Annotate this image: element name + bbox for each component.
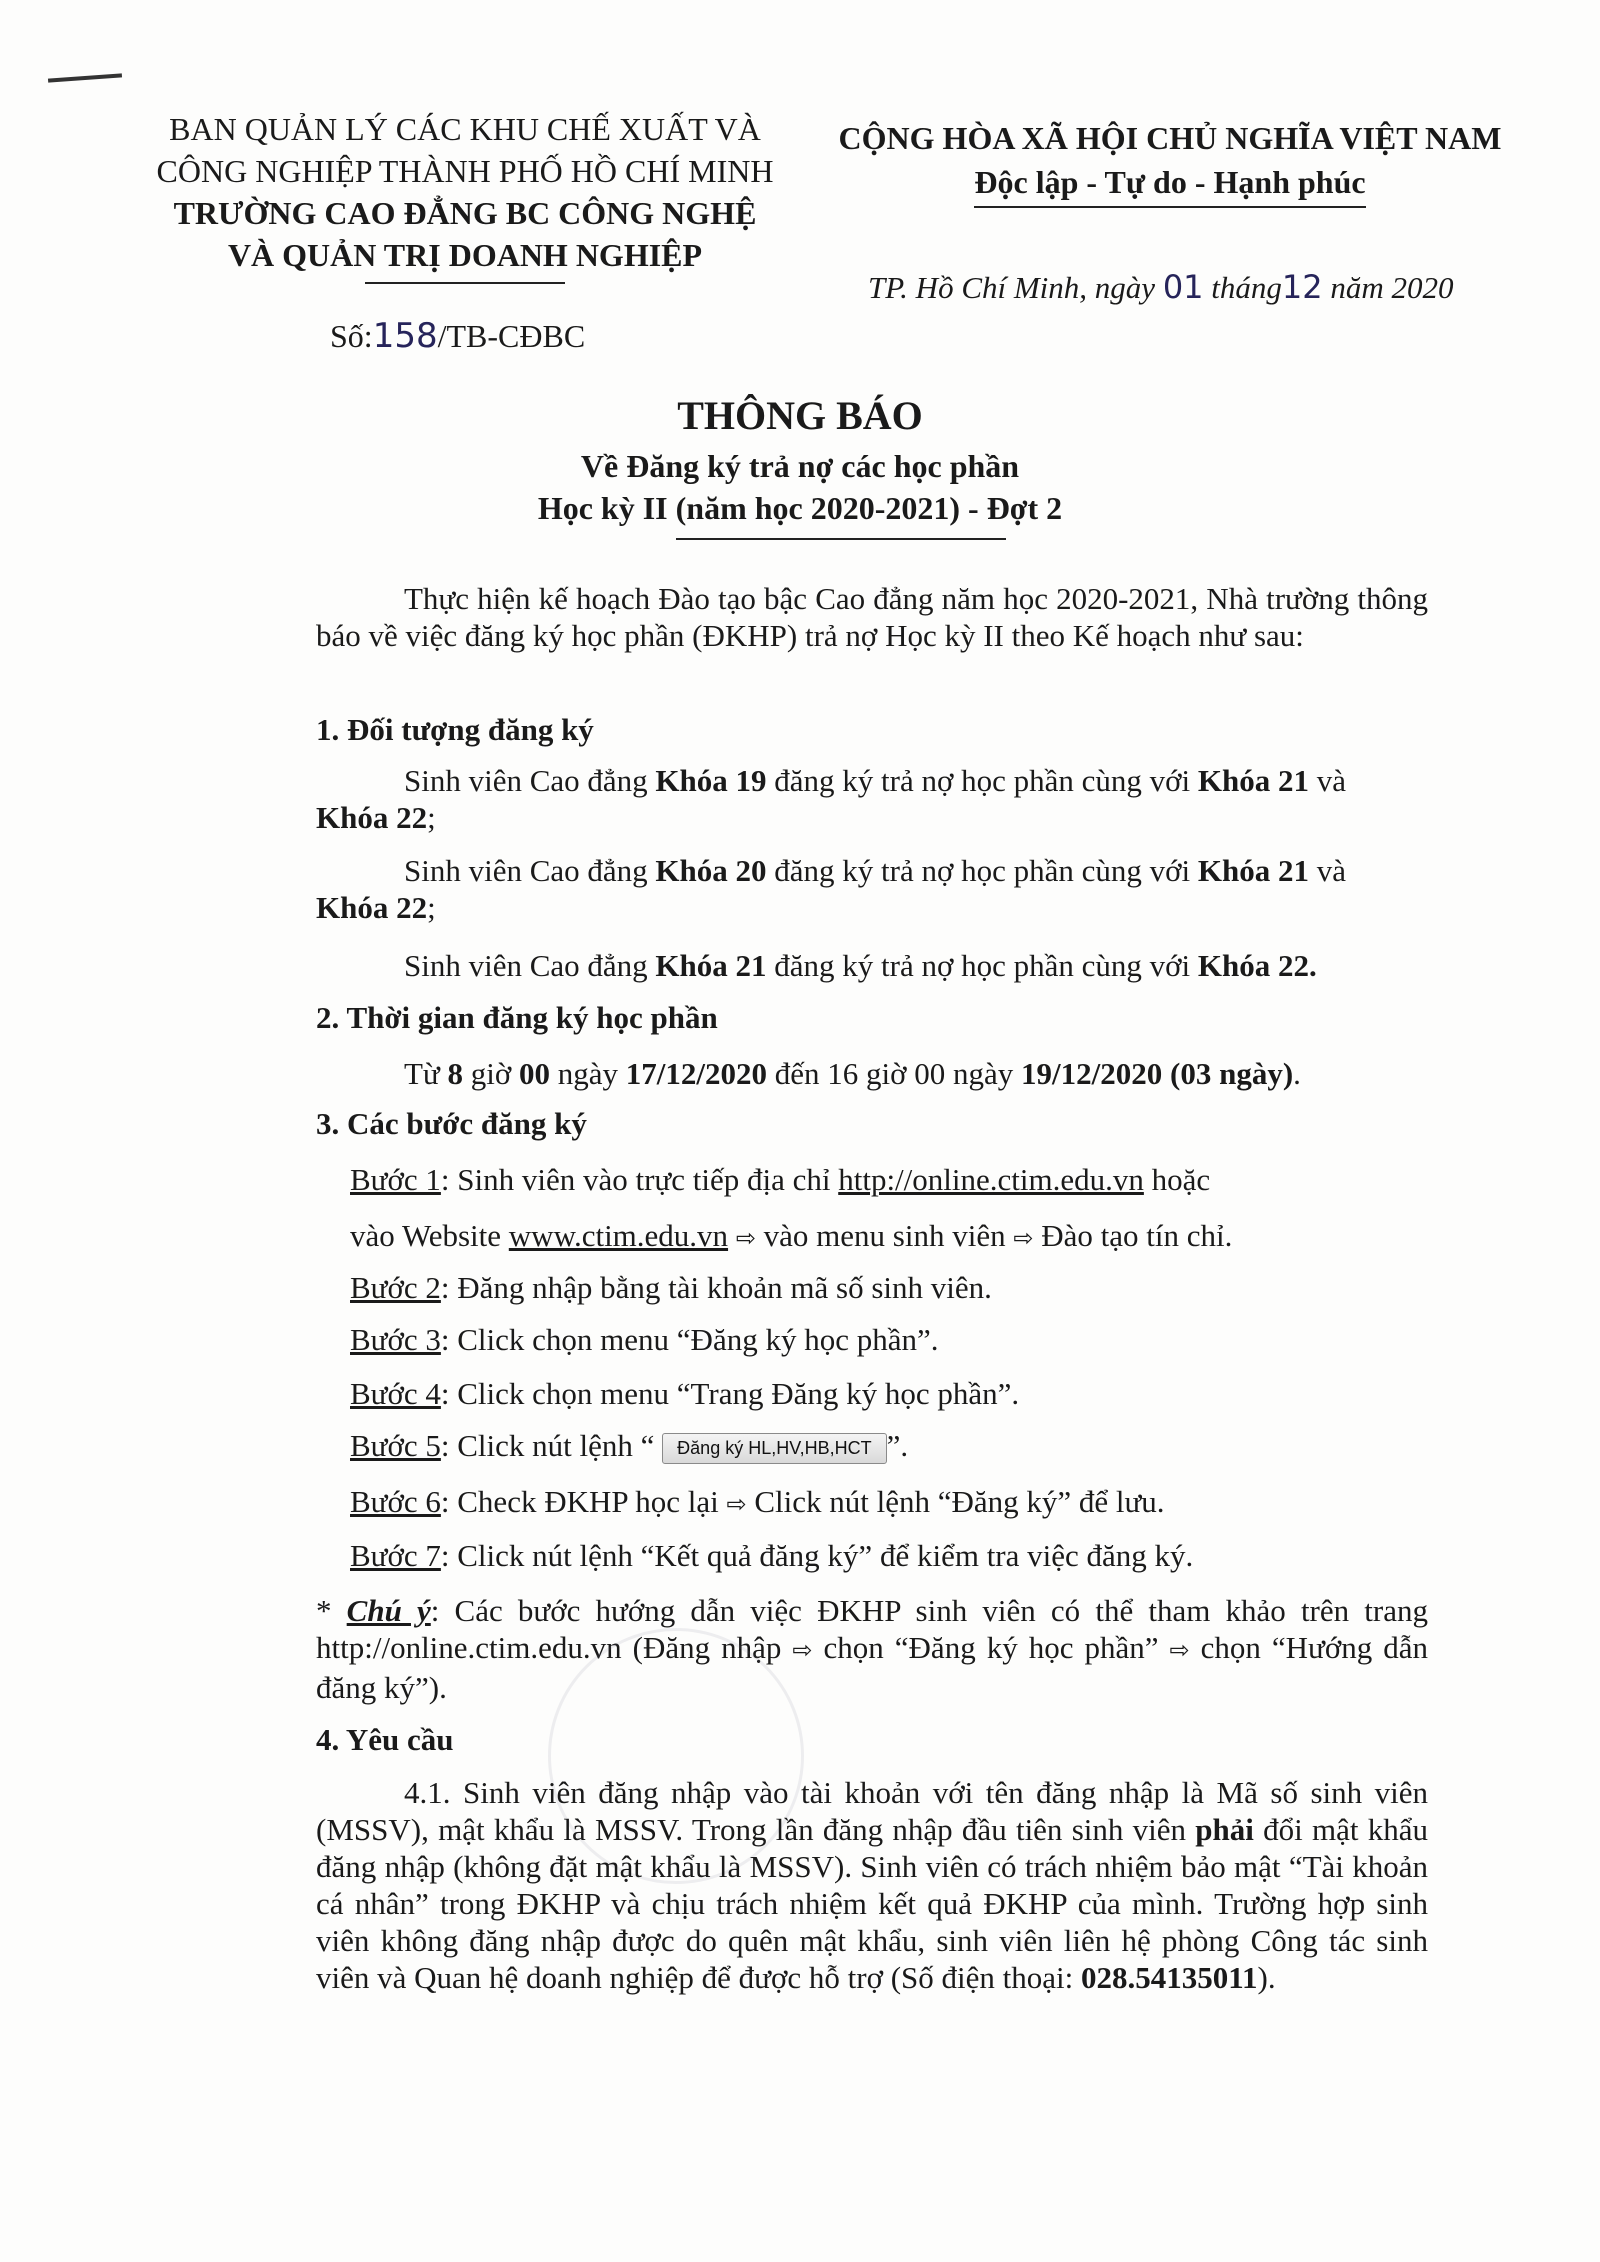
step-5: Bước 5: Click nút lệnh “ Đăng ký HL,HV,HB,HCT ”. <box>350 1428 909 1463</box>
issuing-agency-header <box>140 108 790 284</box>
pen-mark <box>48 73 122 82</box>
section-2-heading: 2. Thời gian đăng ký học phần <box>316 1000 718 1035</box>
note-label: Chú ý <box>346 1593 431 1628</box>
requirement-4-1: 4.1. Sinh viên đăng nhập vào tài khoản với tên đăng nhập là Mã số sinh viên (MSSV), mật khẩu là MSSV. Trong lần đăng nhập đầu tiên sinh viên phải đổi mật khẩu đăng nhập (không đặt mật khẩu là MSSV). Sinh viên có trách nhiệm bảo mật “Tài khoản cá nhân” trong ĐKHP và chịu trách nhiệm kết quả ĐKHP của mình. Trường hợp sinh viên không đăng nhập được do quên mật khẩu, sinh viên liên hệ phòng Công tác sinh viên và Quan hệ doanh nghiệp để được hỗ trợ (Số điện thoại: 028.54135011). <box>316 1775 1428 1995</box>
dateline-month: 12 <box>1281 268 1323 306</box>
target-item-1: Sinh viên Cao đẳng Khóa 19 đăng ký trả nợ học phần cùng với Khóa 21 và Khóa 22; <box>316 763 1347 835</box>
arrow-right-icon: ⇨ <box>1013 1224 1034 1252</box>
registration-period: Từ 8 giờ 00 ngày 17/12/2020 đến 16 giờ 00 ngày 19/12/2020 (03 ngày). <box>404 1056 1301 1091</box>
step-1-line-2: vào Website www.ctim.edu.vn ⇨ vào menu sinh viên ⇨ Đào tạo tín chỉ. <box>350 1218 1233 1253</box>
target-item-3: Sinh viên Cao đẳng Khóa 21 đăng ký trả nợ học phần cùng với Khóa 22. <box>404 948 1317 983</box>
arrow-right-icon: ⇨ <box>726 1490 747 1518</box>
agency-underline <box>365 282 565 284</box>
website-link[interactable]: www.ctim.edu.vn <box>508 1218 729 1253</box>
section-3-heading: 3. Các bước đăng ký <box>316 1106 587 1141</box>
target-item-2: Sinh viên Cao đẳng Khóa 20 đăng ký trả nợ học phần cùng với Khóa 21 và Khóa 22; <box>316 853 1347 925</box>
step-3: Bước 3: Click chọn menu “Đăng ký học phần”. <box>350 1322 939 1357</box>
national-motto: Độc lập - Tự do - Hạnh phúc <box>974 160 1365 208</box>
school-line-1: TRƯỜNG CAO ĐẲNG BC CÔNG NGHỆ <box>173 195 757 231</box>
portal-link[interactable]: http://online.ctim.edu.vn <box>838 1162 1144 1197</box>
step-6: Bước 6: Check ĐKHP học lại ⇨ Click nút lệnh “Đăng ký” để lưu. <box>350 1484 1165 1519</box>
nation-name: CỘNG HÒA XÃ HỘI CHỦ NGHĨA VIỆT NAM <box>838 120 1502 156</box>
document-subtitle-1: Về Đăng ký trả nợ các học phần <box>580 448 1020 484</box>
document-number <box>330 316 585 356</box>
step-1-label: Bước 1 <box>350 1162 441 1197</box>
docno-handwritten: 158 <box>372 316 438 356</box>
note-paragraph: * Chú ý: Các bước hướng dẫn việc ĐKHP sinh viên có thể tham khảo trên trang http://online.ctim.edu.vn (Đăng nhập ⇨ chọn “Đăng ký học phần” ⇨ chọn “Hướng dẫn đăng ký”). <box>316 1593 1429 1705</box>
dateline-month-label: tháng <box>1203 270 1282 305</box>
step-2: Bước 2: Đăng nhập bằng tài khoản mã số sinh viên. <box>350 1270 992 1305</box>
dateline <box>868 268 1454 306</box>
step-1-line-1: Bước 1: Sinh viên vào trực tiếp địa chỉ http://online.ctim.edu.vn hoặc <box>350 1162 1211 1197</box>
section-4-heading: 4. Yêu cầu <box>316 1722 454 1757</box>
document-title: THÔNG BÁO <box>677 393 923 438</box>
intro-paragraph <box>316 580 1428 654</box>
step-7: Bước 7: Click nút lệnh “Kết quả đăng ký” để kiểm tra việc đăng ký. <box>350 1538 1194 1573</box>
arrow-right-icon: ⇨ <box>735 1224 756 1252</box>
section-1-heading: 1. Đối tượng đăng ký <box>316 712 594 747</box>
docno-suffix: /TB-CĐBC <box>437 318 586 354</box>
school-line-2: VÀ QUẢN TRỊ DOANH NGHIỆP <box>227 237 703 273</box>
dateline-year: năm 2020 <box>1322 270 1454 305</box>
agency-line-1: BAN QUẢN LÝ CÁC KHU CHẾ XUẤT VÀ <box>169 111 761 147</box>
title-underline <box>676 538 1006 540</box>
arrow-right-icon: ⇨ <box>792 1636 813 1664</box>
national-header <box>820 116 1520 208</box>
dateline-day: 01 <box>1162 268 1204 306</box>
docno-prefix: Số: <box>330 318 373 354</box>
document-subtitle-2: Học kỳ II (năm học 2020-2021) - Đợt 2 <box>537 490 1063 526</box>
agency-line-2: CÔNG NGHIỆP THÀNH PHỐ HỒ CHÍ MINH <box>156 153 774 189</box>
arrow-right-icon: ⇨ <box>1169 1636 1190 1664</box>
dateline-prefix: TP. Hồ Chí Minh, ngày <box>868 270 1163 305</box>
support-phone: 028.54135011 <box>1081 1960 1258 1995</box>
intro-text: Thực hiện kế hoạch Đào tạo bậc Cao đẳng năm học 2020-2021, Nhà trường thông báo về việc đăng ký học phần (ĐKHP) trả nợ Học kỳ II theo Kế hoạch như sau: <box>316 581 1428 653</box>
register-retake-button[interactable]: Đăng ký HL,HV,HB,HCT <box>662 1433 886 1464</box>
step-4: Bước 4: Click chọn menu “Trang Đăng ký học phần”. <box>350 1376 1020 1411</box>
